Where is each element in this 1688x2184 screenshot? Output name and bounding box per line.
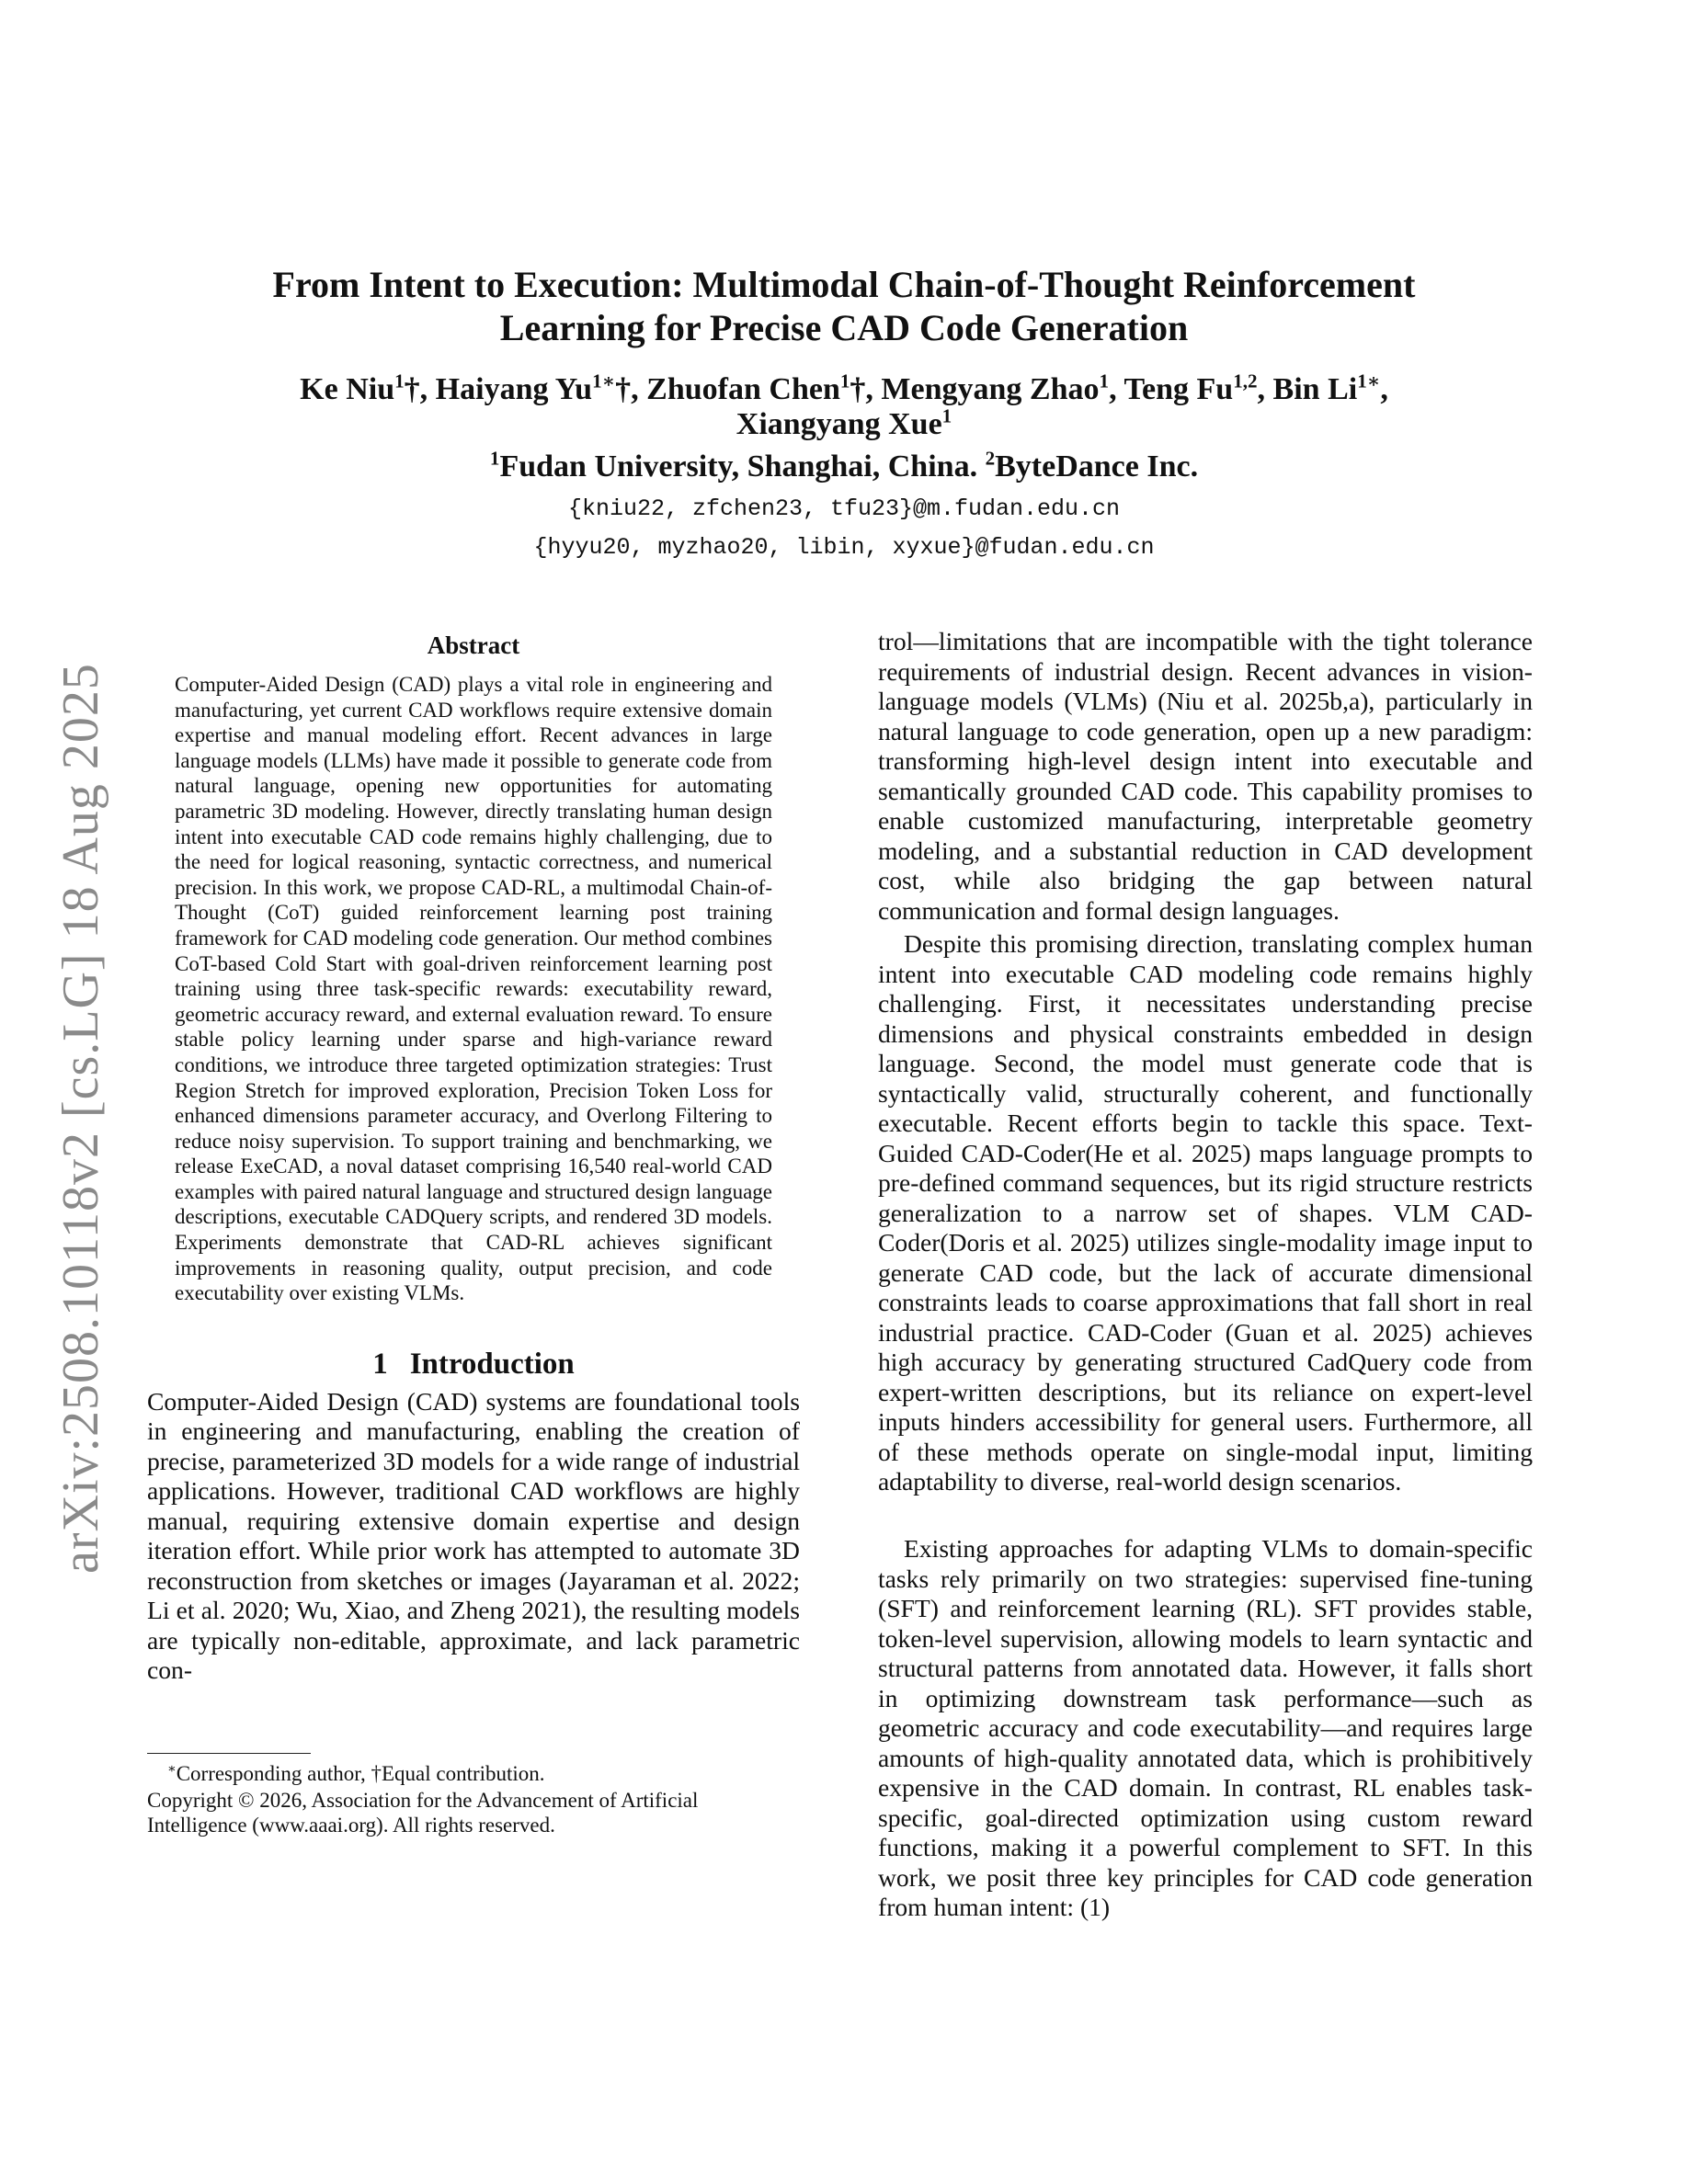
- left-column: [147, 627, 800, 1837]
- author-name: Xiangyang Xue: [736, 407, 942, 441]
- author-name: Zhuofan Chen: [646, 372, 840, 406]
- affiliation-mark: 2: [985, 447, 996, 470]
- paper-header: [138, 263, 1550, 563]
- email-line: {kniu22, zfchen23, tfu23}@m.fudan.edu.cn: [567, 495, 1121, 522]
- author-name: Teng Fu: [1123, 372, 1234, 406]
- author-separator: ,: [1380, 372, 1388, 406]
- author-separator: †,: [404, 372, 436, 406]
- right-column: [878, 627, 1533, 2078]
- title-line-1: From Intent to Execution: Multimodal Chain-of-Thought Reinforcement: [272, 264, 1416, 305]
- author-list: [138, 372, 1550, 442]
- author-separator: †,: [615, 372, 647, 406]
- author-affiliation-mark: 1: [1099, 370, 1110, 392]
- body-paragraph: Existing approaches for adapting VLMs to domain-specific tasks rely primarily on two strategies: supervised fine-tuning (SFT) and reinforcement learning (RL). SFT provides stable, token-level supervision, allowing models to learn syntactic and structural patterns from annotated data. However, it falls short in optimizing downstream task performance—such as geometric accuracy and code executability—and requires large amounts of high-quality annotated data, which is prohibitively expensive in the CAD domain. In contrast, RL enables task-specific, goal-directed optimization using custom reward functions, making it a powerful complement to SFT. In this work, we posit three key principles for CAD code generation from human intent: (1): [878, 1534, 1533, 1921]
- author-name: Ke Niu: [300, 372, 395, 406]
- footnote-mark: ∗: [167, 1761, 177, 1777]
- body-paragraph: Computer-Aided Design (CAD) systems are foundational tools in engineering and manufacturing, enabling the creation of precise, parameterized 3D models for a wide range of industrial applications. However, traditional CAD workflows are highly manual, requiring extensive domain expertise and design iteration effort. While prior work has attempted to automate 3D reconstruction from sketches or images (Jayaraman et al. 2022; Li et al. 2020; Wu, Xiao, and Zheng 2021), the resulting models are typically non-editable, approximate, and lack parametric con-: [147, 1386, 800, 1685]
- author-affiliation-mark: 1: [839, 370, 850, 392]
- affiliation-line: [138, 449, 1550, 484]
- paper-title: [138, 263, 1550, 349]
- section-title: Introduction: [409, 1347, 575, 1381]
- arxiv-identifier-stamp: arXiv:2508.10118v2 [cs.LG] 18 Aug 2025: [52, 663, 109, 1574]
- author-affiliation-mark: 1,2: [1233, 370, 1258, 392]
- author-affiliation-mark: 1∗: [592, 370, 616, 392]
- body-paragraph: Despite this promising direction, translating complex human intent into executable CAD modeling code remains highly challenging. First, it necessitates understanding precise dimensions and physical constraints embedded in design language. Second, the model must generate code that is syntactically valid, structurally coherent, and functionally executable. Recent efforts begin to tackle this space. Text-Guided CAD-Coder(He et al. 2025) maps language prompts to pre-defined command sequences, but its rigid structure restricts generalization to a narrow set of shapes. VLM CAD-Coder(Doris et al. 2025) utilizes single-modality image input to generate CAD code, but the lack of accurate dimensional constraints leads to coarse approximations that fall short in real industrial practice. CAD-Coder (Guan et al. 2025) achieves high accuracy by generating structured CadQuery code from expert-written descriptions, but its reliance on expert-level inputs hinders accessibility for general users. Furthermore, all of these methods operate on single-modal input, limiting adaptability to diverse, real-world design scenarios.: [878, 929, 1533, 1496]
- affiliation-name: ByteDance Inc.: [995, 449, 1199, 483]
- section-number: 1: [372, 1347, 388, 1381]
- author-affiliation-mark: 1: [394, 370, 405, 392]
- affiliation-name: Fudan University, Shanghai, China.: [499, 449, 986, 483]
- author-separator: ,: [1257, 372, 1273, 406]
- author-affiliation-mark: 1∗: [1357, 370, 1381, 392]
- abstract-body: Computer-Aided Design (CAD) plays a vital role in engineering and manufacturing, yet current CAD workflows require extensive domain expertise and manual modeling effort. Recent advances in large language models (LLMs) have made it possible to generate code from natural language, opening new opportunities for automating parametric 3D modeling. However, directly translating human design intent into executable CAD code remains highly challenging, due to the need for logical reasoning, syntactic correctness, and numerical precision. In this work, we propose CAD-RL, a multimodal Chain-of-Thought (CoT) guided reinforcement learning post training framework for CAD modeling code generation. Our method combines CoT-based Cold Start with goal-driven reinforcement learning post training using three task-specific rewards: executability reward, geometric accuracy reward, and external evaluation reward. To ensure stable policy learning under sparse and high-variance reward conditions, we introduce three targeted optimization strategies: Trust Region Stretch for improved exploration, Precision Token Loss for enhanced dimensions parameter accuracy, and Overlong Filtering to reduce noisy supervision. To support training and benchmarking, we release ExeCAD, a noval dataset comprising 16,540 real-world CAD examples with paired natural language and structured design language descriptions, executable CADQuery scripts, and rendered 3D models. Experiments demonstrate that CAD-RL achieves significant improvements in reasoning quality, output precision, and code executability over existing VLMs.: [175, 673, 772, 1305]
- affiliation-mark: 1: [489, 447, 500, 470]
- author-separator: †,: [850, 372, 882, 406]
- author-name: Haiyang Yu: [435, 372, 593, 406]
- copyright-notice: Copyright © 2026, Association for the Advancement of Artificial Intelligence (www.aaai.org). All rights reserved.: [147, 1788, 699, 1837]
- footnote: [167, 1761, 800, 1786]
- abstract-heading: Abstract: [427, 631, 520, 659]
- email-line: {hyyu20, myzhao20, libin, xyxue}@fudan.edu.cn: [533, 534, 1155, 561]
- body-paragraph: trol—limitations that are incompatible with the tight tolerance requirements of industrial design. Recent advances in vision-language models (VLMs) (Niu et al. 2025b,a), particularly in natural language to code generation, open up a new paradigm: transforming high-level design intent into executable and semantically grounded CAD code. This capability promises to enable customized manufacturing, interpretable geometry modeling, and a substantial reduction in CAD development cost, while also bridging the gap between natural communication and formal design languages.: [878, 627, 1533, 925]
- section-heading: [147, 1347, 800, 1382]
- footnote-divider: [147, 1753, 311, 1754]
- author-separator: ,: [1109, 372, 1124, 406]
- author-name: Mengyang Zhao: [881, 372, 1100, 406]
- author-name: Bin Li: [1272, 372, 1358, 406]
- footnote-text: Corresponding author, †Equal contribution.: [176, 1761, 545, 1785]
- title-line-2: Learning for Precise CAD Code Generation: [499, 307, 1189, 348]
- author-affiliation-mark: 1: [941, 404, 952, 427]
